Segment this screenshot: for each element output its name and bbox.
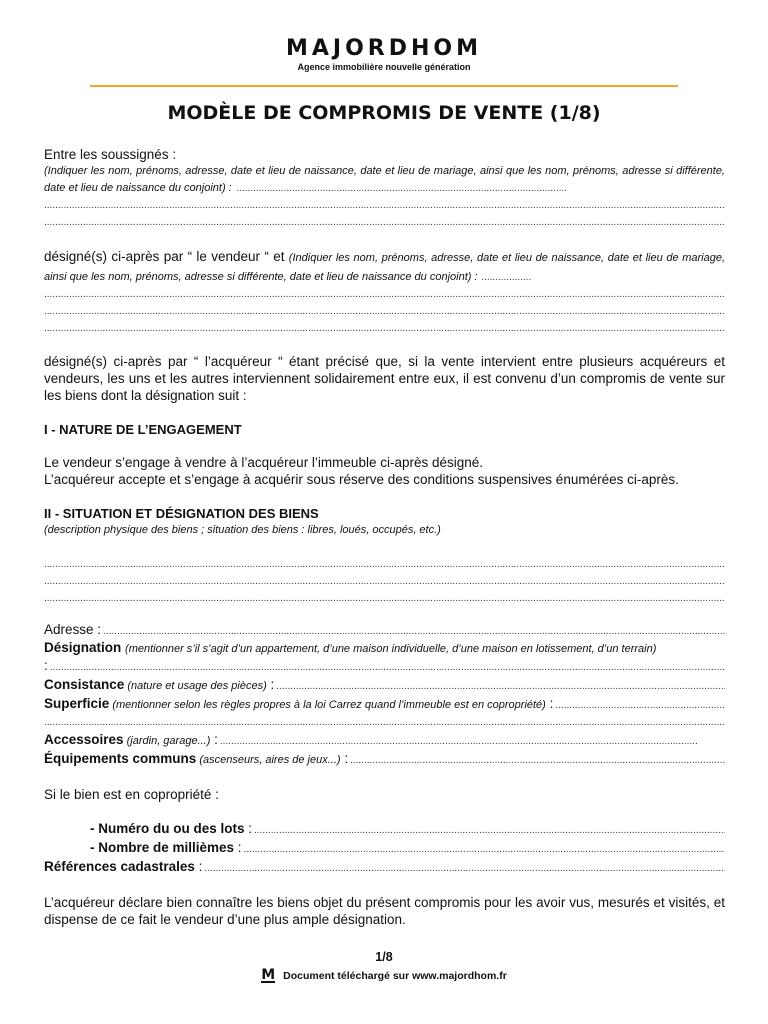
header	[0, 36, 768, 72]
consistance-fill	[276, 678, 725, 695]
buyer-fill-line	[44, 303, 725, 320]
buyer-paragraph: désigné(s) ci-après par “ l’acquéreur “ étant précisé que, si la vente intervient entre plusieurs acquéreurs et vendeurs, les uns et les autres interviennent solidairement entre eux, il est convenu d’un compromis de vente sur les biens dont la désignation suit :	[44, 354, 725, 403]
field-accessoires: Accessoires (jardin, garage...) : .....	[44, 731, 725, 750]
section-2-hint: (description physique des biens ; situation des biens : libres, loués, occupés, etc.)	[44, 524, 441, 536]
seller-fill-line	[44, 197, 725, 214]
field-superficie: Superficie (mentionner selon les règles propres à la loi Carrez quand l’immeuble est en copropriété) : .....	[44, 695, 725, 714]
download-notice	[0, 969, 768, 983]
seller-fill-line	[44, 214, 725, 231]
equipements-fill	[350, 752, 725, 769]
milliemes-fill	[244, 841, 725, 858]
field-designation: Désignation (mentionner s’il s’agit d’un appartement, d’une maison individuelle, d’une maison en lotissement, d’un terrain)	[44, 640, 657, 655]
brand-logo: MAJORDHOM	[285, 36, 482, 61]
lots-fill	[254, 822, 725, 839]
superficie-fill	[555, 697, 725, 714]
buyer-fill-line	[44, 320, 725, 337]
seller-designation: désigné(s) ci-après par “ le vendeur “ et (Indiquer les nom, prénoms, adresse, date et lieu de naissance, date et lieu de mariage, ainsi que les nom, prénoms, adresse si différente, date et lieu de naissance du conjoint) : .....	[44, 248, 725, 286]
adresse-label: Adresse	[44, 622, 94, 637]
header-divider	[90, 85, 678, 87]
adresse-fill	[103, 623, 725, 640]
field-equipements: Équipements communs (ascenseurs, aires de jeux...) : .....	[44, 750, 725, 769]
section-1-line2: L’acquéreur accepte et s’engage à acquérir sous réserve des conditions suspensives énumérées ci-après.	[44, 472, 679, 487]
document-body	[44, 146, 725, 928]
accessoires-fill	[220, 733, 697, 750]
download-text: Document téléchargé sur www.majordhom.fr	[283, 970, 507, 982]
closing-paragraph: L’acquéreur déclare bien connaître les biens objet du présent compromis pour les avoir vus, mesurés et visités, et dispense de ce fait le vendeur d’une plus ample désignation.	[44, 895, 725, 927]
field-adresse: Adresse : .....	[44, 621, 725, 640]
brand-tagline: Agence immobilière nouvelle génération	[297, 62, 471, 72]
page-footer	[0, 950, 768, 983]
description-fill-line	[44, 573, 725, 590]
document-title: MODÈLE DE COMPROMIS DE VENTE (1/8)	[167, 102, 601, 124]
parties-intro: Entre les soussignés :	[44, 147, 177, 162]
field-cadastre: Références cadastrales : .....	[44, 858, 725, 877]
superficie-fill-line	[44, 714, 725, 731]
seller-hint-line	[44, 163, 725, 197]
copro-intro: Si le bien est en copropriété :	[44, 787, 219, 802]
cadastre-fill	[204, 860, 725, 877]
description-fill-line	[44, 590, 725, 607]
majordhom-m-icon: M	[261, 967, 276, 983]
designation-fill	[50, 659, 725, 676]
field-consistance: Consistance (nature et usage des pièces) : .....	[44, 676, 725, 695]
buyer-fill-line	[44, 286, 725, 303]
section-1-line1: Le vendeur s’engage à vendre à l’acquéreur l’immeuble ci-après désigné.	[44, 455, 484, 470]
section-2-title: II - SITUATION ET DÉSIGNATION DES BIENS	[44, 506, 319, 521]
field-lots: - Numéro du ou des lots : .....	[44, 820, 725, 839]
page-number: 1/8	[375, 950, 393, 964]
section-1-title: I - NATURE DE L’ENGAGEMENT	[44, 422, 242, 437]
description-fill-line	[44, 556, 725, 573]
seller-hint: (Indiquer les nom, prénoms, adresse, date et lieu de naissance, date et lieu de mariage, ainsi que les nom, prénoms, adresse si différente, date et lieu de naissance du conjoint) : .....	[44, 163, 725, 197]
designation-fill-row: : .....	[44, 657, 725, 676]
field-milliemes: - Nombre de millièmes : .....	[44, 839, 725, 858]
